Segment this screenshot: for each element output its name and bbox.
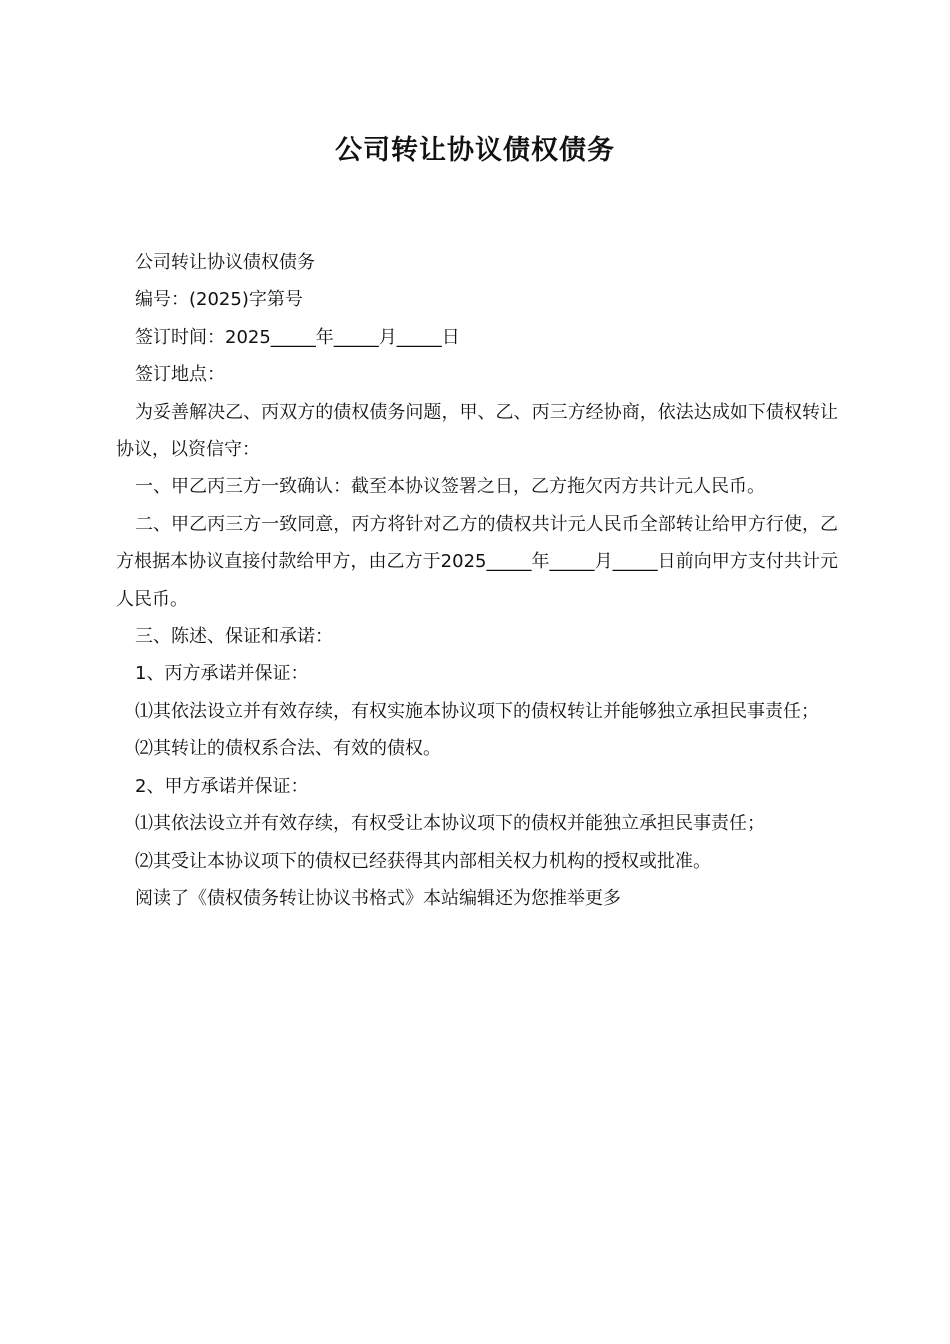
document-body: [116, 244, 838, 917]
document-title: 公司转让协议债权债务: [335, 135, 615, 166]
clause-3-1-item-2: ⑵其转让的债权系合法、有效的债权。: [135, 738, 441, 760]
clause-2: 二、甲乙丙三方一致同意，丙方将针对乙方的债权共计元人民币全部转让给甲方行使，乙方根据本协议直接付款给甲方，由乙方于2025_____年_____月_____日前向甲方支付共计元人民币。: [116, 513, 838, 610]
clause-3-1-item-1: ⑴其依法设立并有效存续，有权实施本协议项下的债权转让并能够独立承担民事责任；: [135, 700, 819, 722]
clause-3-2-heading: 2、甲方承诺并保证：: [135, 775, 309, 797]
subtitle-line: 公司转让协议债权债务: [135, 252, 315, 273]
clause-3-2-item-1: ⑴其依法设立并有效存续，有权受让本协议项下的债权并能独立承担民事责任；: [135, 813, 765, 835]
preamble-paragraph: 为妥善解决乙、丙双方的债权债务问题，甲、乙、丙三方经协商，依法达成如下债权转让协议，以资信守：: [116, 401, 838, 461]
clause-3-1-heading: 1、丙方承诺并保证：: [135, 663, 309, 685]
clause-1: 一、甲乙丙三方一致确认：截至本协议签署之日，乙方拖欠丙方共计元人民币。: [135, 476, 765, 498]
clause-3-2-item-2: ⑵其受让本协议项下的债权已经获得其内部相关权力机构的授权或批准。: [135, 850, 711, 872]
closing-note: 阅读了《债权债务转让协议书格式》本站编辑还为您推举更多: [135, 887, 621, 909]
signing-date: 签订时间：2025_____年_____月_____日: [135, 326, 460, 348]
signing-place: 签订地点：: [135, 364, 225, 386]
clause-3-heading: 三、陈述、保证和承诺：: [135, 626, 333, 648]
contract-number: 编号：(2025)字第号: [135, 289, 303, 311]
